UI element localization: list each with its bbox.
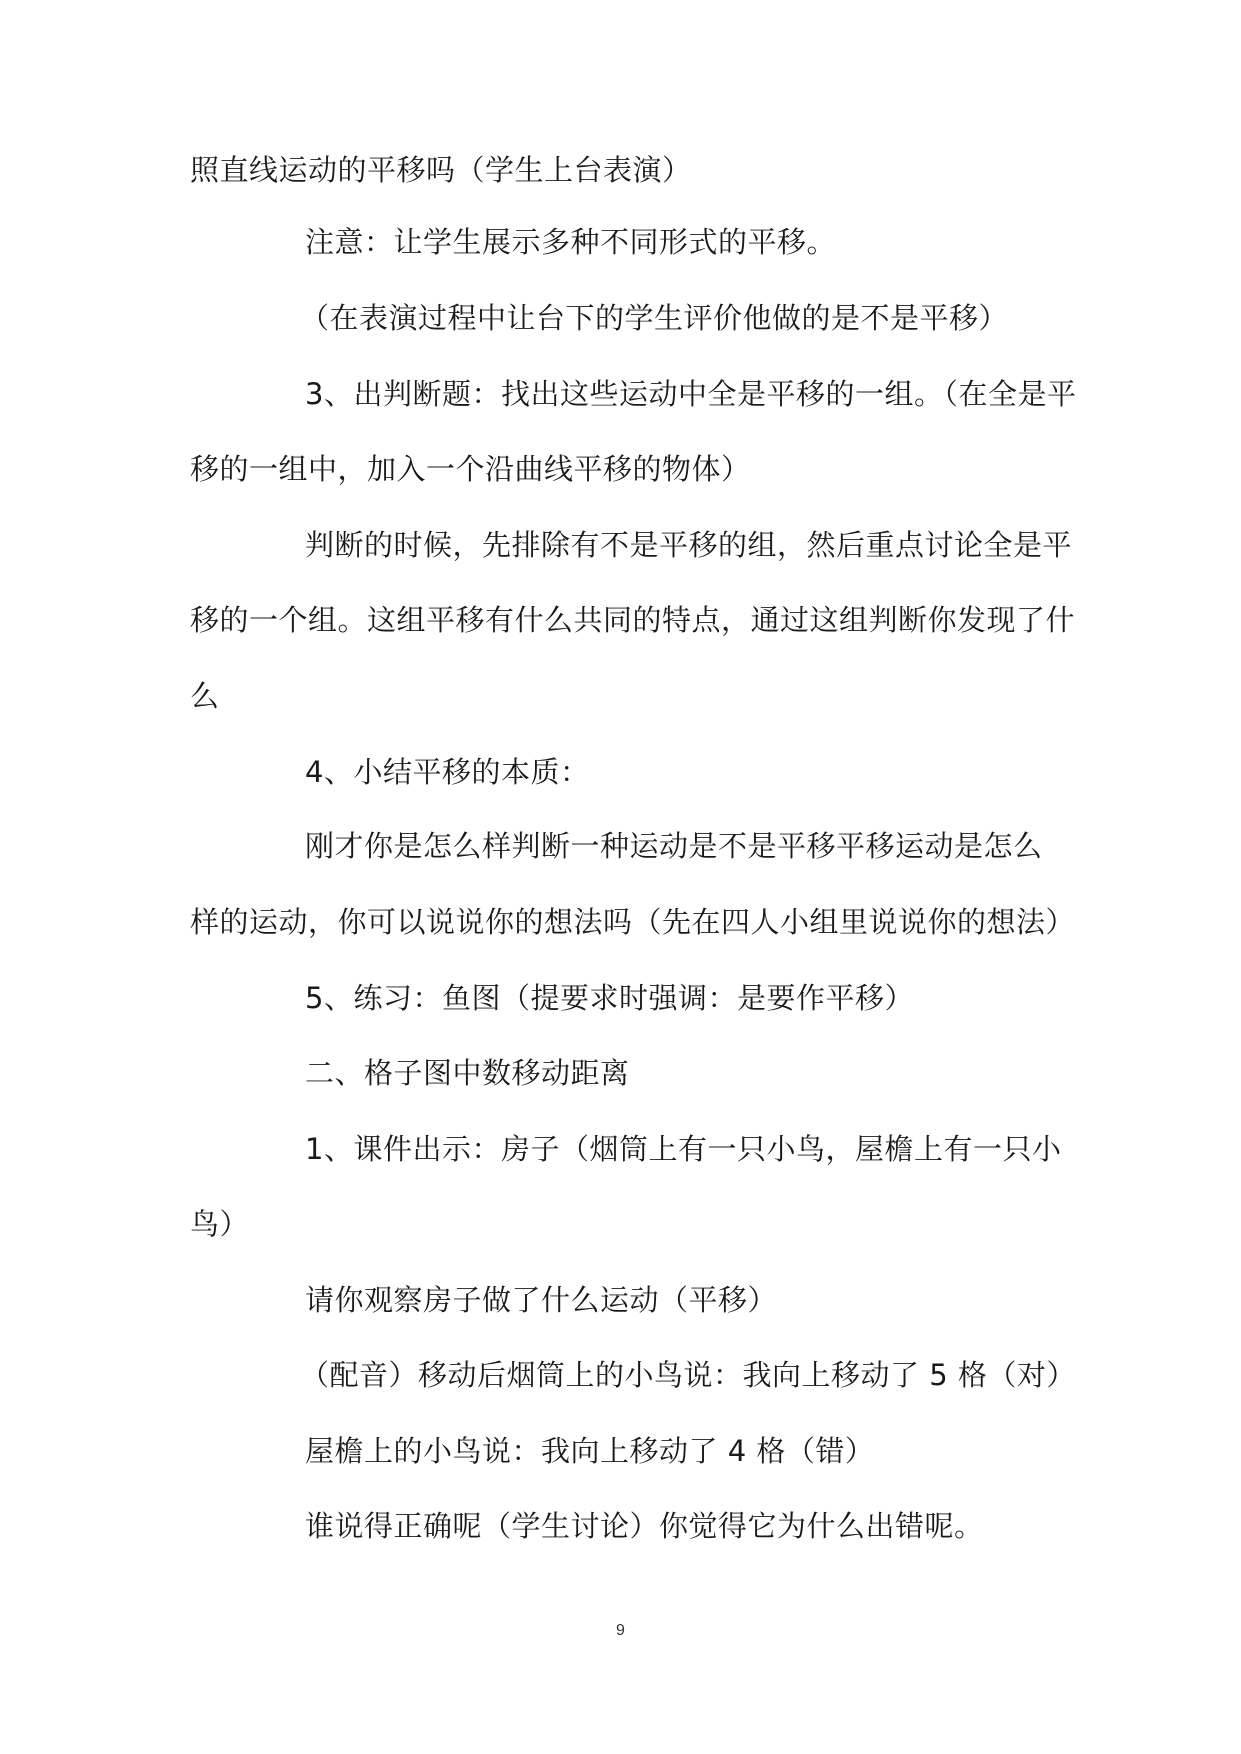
page-number: 9 [616, 1622, 625, 1639]
text-line-5: 移的一组中，加入一个沿曲线平移的物体） [190, 452, 751, 486]
text-line-9: 4、小结平移的本质： [305, 755, 590, 789]
text-line-11: 样的运动，你可以说说你的想法吗（先在四人小组里说说你的想法） [190, 905, 1076, 939]
text-line-10: 刚才你是怎么样判断一种运动是不是平移平移运动是怎么 [305, 829, 1043, 863]
text-line-1: 照直线运动的平移吗（学生上台表演） [190, 153, 692, 187]
text-line-18: 屋檐上的小鸟说：我向上移动了 4 格（错） [305, 1434, 875, 1468]
text-line-13: 二、格子图中数移动距离 [305, 1056, 630, 1090]
text-line-3: （在表演过程中让台下的学生评价他做的是不是平移） [300, 301, 1009, 335]
text-line-7: 移的一个组。这组平移有什么共同的特点，通过这组判断你发现了什 [190, 603, 1076, 637]
text-line-2: 注意：让学生展示多种不同形式的平移。 [305, 225, 837, 259]
text-line-4: 3、出判断题：找出这些运动中全是平移的一组。（在全是平 [305, 377, 1077, 411]
text-line-12: 5、练习：鱼图（提要求时强调：是要作平移） [305, 981, 914, 1015]
text-line-8: 么 [190, 679, 220, 713]
text-line-17: （配音）移动后烟筒上的小鸟说：我向上移动了 5 格（对） [300, 1358, 1076, 1392]
text-line-15: 鸟） [190, 1207, 250, 1241]
text-line-16: 请你观察房子做了什么运动（平移） [305, 1283, 778, 1317]
text-line-14: 1、课件出示：房子（烟筒上有一只小鸟，屋檐上有一只小 [305, 1132, 1062, 1166]
text-line-19: 谁说得正确呢（学生讨论）你觉得它为什么出错呢。 [305, 1509, 984, 1543]
text-line-6: 判断的时候，先排除有不是平移的组，然后重点讨论全是平 [305, 528, 1073, 562]
